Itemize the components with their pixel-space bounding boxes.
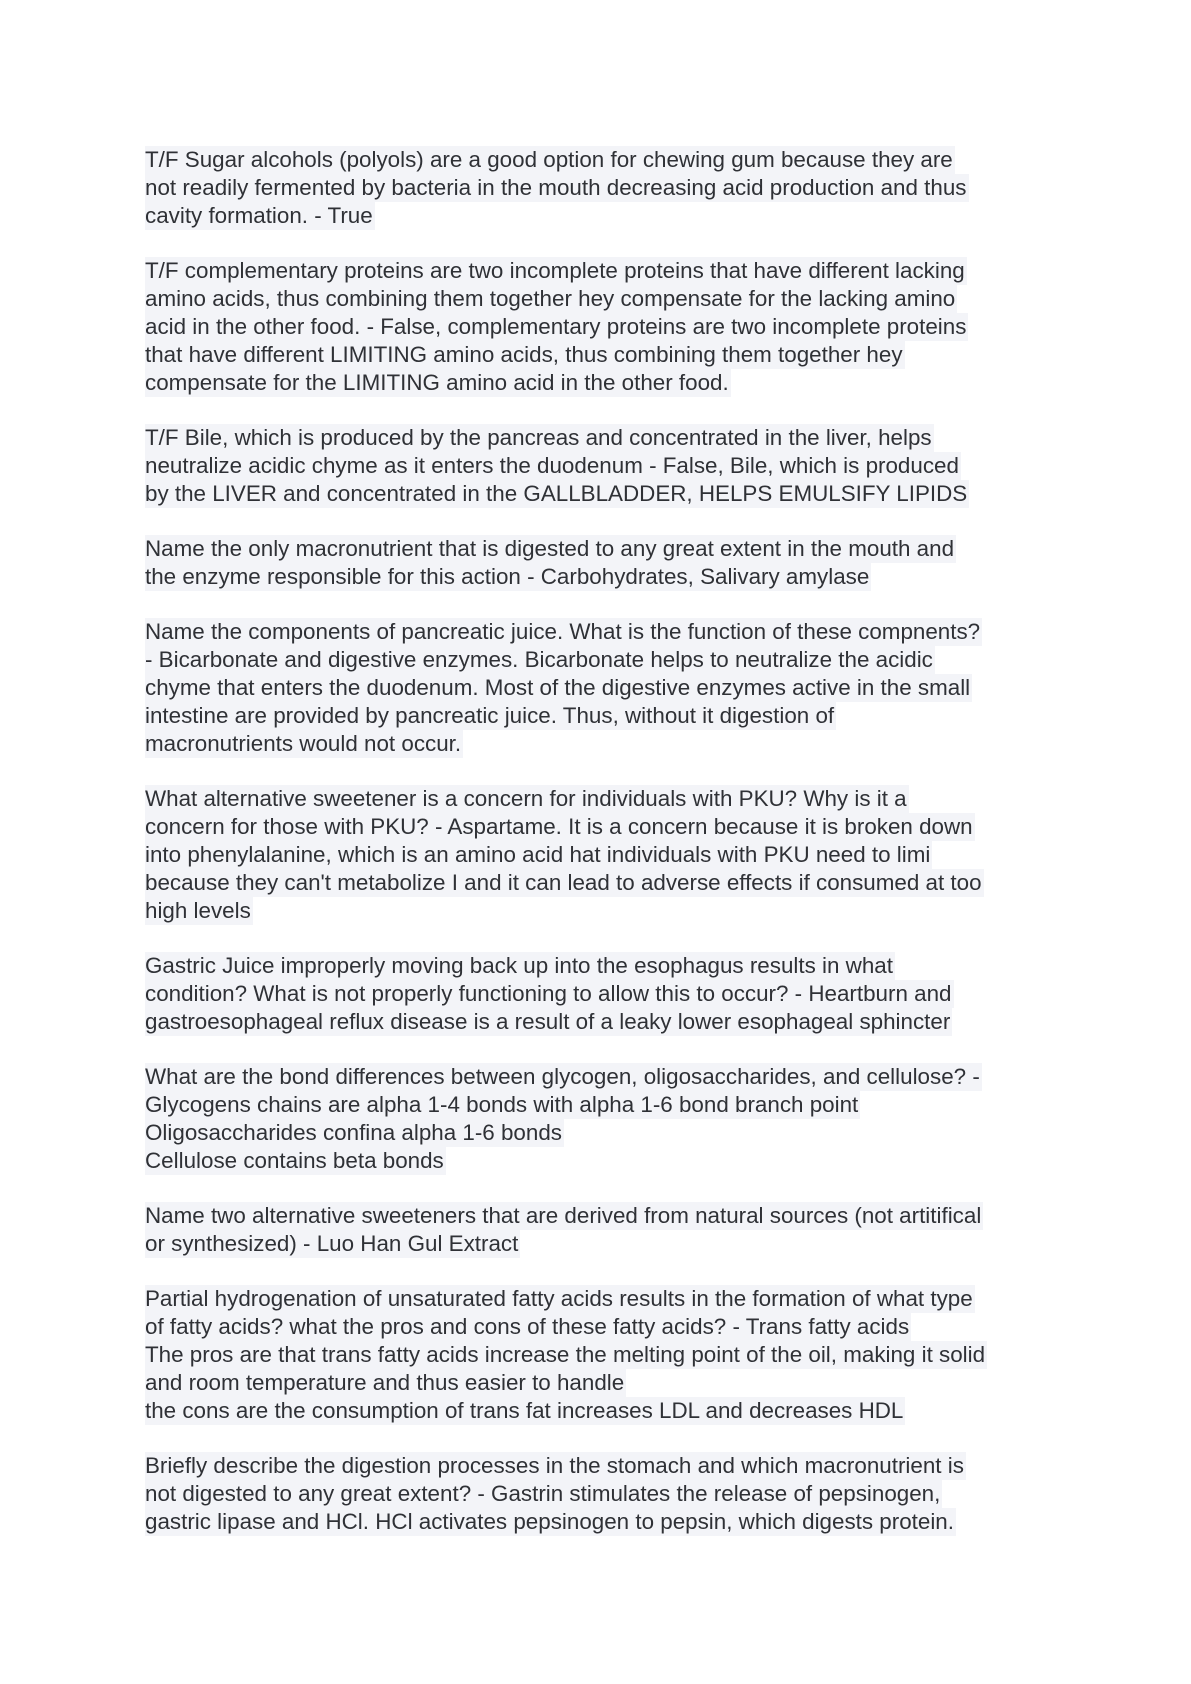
- text-line: of fatty acids? what the pros and cons of these fatty acids? - Trans fatty acids: [145, 1314, 910, 1339]
- qa-paragraph: [145, 535, 1145, 591]
- text-line: Glycogens chains are alpha 1-4 bonds with alpha 1-6 bond branch point: [145, 1092, 859, 1117]
- text-line: not readily fermented by bacteria in the mouth decreasing acid production and thus: [145, 175, 967, 200]
- text-line: compensate for the LIMITING amino acid in the other food.: [145, 370, 729, 395]
- text-line: Oligosaccharides confina alpha 1-6 bonds: [145, 1120, 562, 1145]
- text-line: into phenylalanine, which is an amino acid hat individuals with PKU need to limi: [145, 842, 931, 867]
- text-line: chyme that enters the duodenum. Most of the digestive enzymes active in the small: [145, 675, 971, 700]
- text-line: T/F Bile, which is produced by the pancreas and concentrated in the liver, helps: [145, 425, 932, 450]
- text-line: high levels: [145, 898, 251, 923]
- qa-paragraph: [145, 785, 1145, 925]
- text-line: Name two alternative sweeteners that are derived from natural sources (not artitifical: [145, 1203, 982, 1228]
- text-line: Briefly describe the digestion processes in the stomach and which macronutrient is: [145, 1453, 964, 1478]
- text-line: Cellulose contains beta bonds: [145, 1148, 444, 1173]
- qa-paragraph: [145, 618, 1145, 758]
- text-line: neutralize acidic chyme as it enters the duodenum - False, Bile, which is produced: [145, 453, 959, 478]
- text-line: and room temperature and thus easier to handle: [145, 1370, 625, 1395]
- text-line: Name the components of pancreatic juice. What is the function of these compnents?: [145, 619, 981, 644]
- qa-paragraph: [145, 1063, 1145, 1175]
- text-line: because they can't metabolize I and it can lead to adverse effects if consumed at too: [145, 870, 982, 895]
- text-line: amino acids, thus combining them together hey compensate for the lacking amino: [145, 286, 956, 311]
- qa-paragraph: [145, 1452, 1145, 1536]
- qa-paragraph: [145, 1285, 1145, 1425]
- text-line: Name the only macronutrient that is digested to any great extent in the mouth and: [145, 536, 955, 561]
- document-page: [145, 146, 1145, 1563]
- text-line: - Bicarbonate and digestive enzymes. Bicarbonate helps to neutralize the acidic: [145, 647, 933, 672]
- text-line: that have different LIMITING amino acids, thus combining them together hey: [145, 342, 903, 367]
- text-line: gastric lipase and HCl. HCl activates pepsinogen to pepsin, which digests protein.: [145, 1509, 954, 1534]
- text-line: by the LIVER and concentrated in the GALLBLADDER, HELPS EMULSIFY LIPIDS: [145, 481, 968, 506]
- text-line: the cons are the consumption of trans fat increases LDL and decreases HDL: [145, 1398, 904, 1423]
- text-line: gastroesophageal reflux disease is a result of a leaky lower esophageal sphincter: [145, 1009, 951, 1034]
- text-line: What alternative sweetener is a concern for individuals with PKU? Why is it a: [145, 786, 907, 811]
- text-line: T/F complementary proteins are two incomplete proteins that have different lacking: [145, 258, 965, 283]
- text-line: concern for those with PKU? - Aspartame. It is a concern because it is broken down: [145, 814, 973, 839]
- text-line: Gastric Juice improperly moving back up into the esophagus results in what: [145, 953, 893, 978]
- text-line: the enzyme responsible for this action - Carbohydrates, Salivary amylase: [145, 564, 870, 589]
- qa-paragraph: [145, 146, 1145, 230]
- text-line: macronutrients would not occur.: [145, 731, 462, 756]
- text-line: Partial hydrogenation of unsaturated fatty acids results in the formation of what type: [145, 1286, 973, 1311]
- text-line: not digested to any great extent? - Gastrin stimulates the release of pepsinogen,: [145, 1481, 941, 1506]
- qa-paragraph: [145, 424, 1145, 508]
- text-line: condition? What is not properly functioning to allow this to occur? - Heartburn and: [145, 981, 952, 1006]
- qa-paragraph: [145, 952, 1145, 1036]
- text-line: cavity formation. - True: [145, 203, 373, 228]
- qa-paragraph: [145, 257, 1145, 397]
- text-line: T/F Sugar alcohols (polyols) are a good option for chewing gum because they are: [145, 147, 953, 172]
- text-line: acid in the other food. - False, complementary proteins are two incomplete proteins: [145, 314, 967, 339]
- qa-paragraph: [145, 1202, 1145, 1258]
- text-line: or synthesized) - Luo Han Gul Extract: [145, 1231, 519, 1256]
- text-line: intestine are provided by pancreatic juice. Thus, without it digestion of: [145, 703, 835, 728]
- text-line: What are the bond differences between glycogen, oligosaccharides, and cellulose? -: [145, 1064, 980, 1089]
- text-line: The pros are that trans fatty acids increase the melting point of the oil, making it solid: [145, 1342, 986, 1367]
